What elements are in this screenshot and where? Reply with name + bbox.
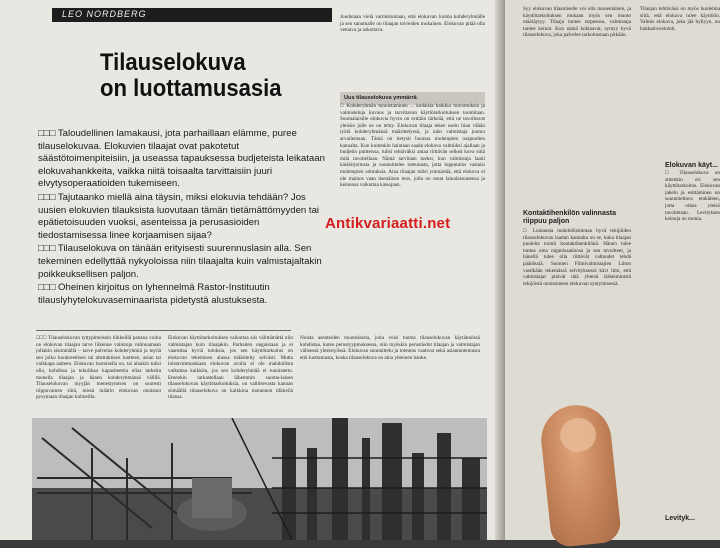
lead-paragraph: □□□ Taloudellinen lamakausi, jota parhaillaan elämme, puree tilauselokuvaa. Elokuvien tilaajat ovat pakotetut säästötoimenpiteisiin, ja useassa tapauksessa budjeteista leikataan elokuvahankkeita, vaikka niitä toisaalta tarvittaisiin juuri elvytysoperaatioiden tukemiseen.: [38, 128, 325, 190]
body-paragraph: □ Luotausta mahdollisimman hyvä tekijöiden tilauselokuvan laadun kannalta on se, kuka tilaajan puolelta toimii kontaktihenkilönä. Hänen tulee tuntea oma organisaationsa ja sen tavoitteet, ja hänellä tulee olla riittävät valtuudet tehdä päätöksiä. Suomen Filmivalmistajien Liiton vastikään tekemässä selvityksessä kävi ilmi, että valmistajat pitävät tätä yhtenä tärkeimmistä tekijöistä onnistuneen elokuvan syntymisessä.: [523, 228, 631, 287]
lead-paragraph: □□□ Oheinen kirjoitus on lyhennelmä Rastor-Instituutin tilauslyhytelokuvaseminaarista pidetystä alustuksesta.: [38, 282, 270, 306]
divider: [36, 330, 291, 331]
body-column-bottom-2: [168, 335, 293, 410]
section-heading: Elokuvan käyt...: [665, 162, 718, 169]
lead-paragraph: □□□ Tajutaanko miellä aina täysin, miksi elokuvia tehdään? Jos uusien elokuvien tilauksista luovutaan tämän tietämättömyyden tai epätietoisuuden vuoksi, asenteissa ja perusasioiden tiedostamisessa linee korjaamisen sijaa?: [38, 191, 320, 241]
body-paragraph: □□□ Tilauselokuvan tyttypimeissin liikkeillä panana voitia on elokuvan tilaajan tarve liikenne valintoja valinnamaan jollakin sisimmällä – tarve palvelua kohderyhmiä ja myöä sen jolko konkreettisen tai abstraktisen tuotteen, asian tai vaikkapa aatteen. Elokuvan luomisella on, tai ainakin tulisi olla, kohdissa ja tekniikan kapasiteettia elias tarkeita monella tilaajan ja hänen kohderyhmänsä välillä. Tilauselokuvan myyjän menestymisen on suuresti riippuvainen siitä, missä määrin elokuvan onnistuu pysymaan tilaajan kulmeilla.: [36, 335, 161, 401]
body-paragraph: Elokuvan käyttötarkoituksen vaikuttaa siis välittämättä niin valmistajan kuin tilaajakin. Parhaiten ongaistaan ja ei vaaruttaa hyviä tuloksia, jos sen käyttötarkoitus on elokuvan tekemisen alussa määritelty selvästi. Mutta loistavimmankaan elokuvan avulla ei ole mahdollista vaikuttaa kaikkiin, jos sen kohderyhmää ei tunnistettu. Emenkin tarkastellaan lähemmin suoma-laisen tilauselokuvan käyttötarkoituksia, on vallitsevasta kannan sömääliä tilauselokuva on kaikkina tuotannon tilkkeilä tilansa.: [168, 335, 293, 401]
section-heading: Levityk...: [665, 515, 695, 522]
body-paragraph: □ Kohderyhmän tunnistaminen ... kodaisia kaikkia toivomuksia ja valmisteluja kuvaus ja tarvittavan käyttötarkoituksen tuomitaan. Suomalaisille elokuvia hyvin on erittäin tärkeää, että ne tavoittavat yleisön jolle ne on tehty. Elokuvan tilaaja tekee usein liian vähän työtä kohderyhmänsä määrittelyssä, ja näin valmistaja joutuu arvailemaan. Tämä on tietysti huonoa molempien osapuolten kannalta. Kun kuitenkin halutaan saada elokuva valmiiksi ajallaan ja budjetin puitteissa, tulisi tehtäväksi antaa riittävän selkeä kuva siitä mitä tavoitellaan. Nämä tarvitaan tueksi, kun valmistaja laatii käsikirjoitusta ja suunnittelee toteutusta, jotta lopputulos vastaisi molempien odotuksia. Aina tilaajan tulisi ymmärtää, että elokuva ei ole mainos vaan itsenäinen teos, jolla on omat lainalaisuutensa ja keinonsa vaikuttaa katsojaan.: [340, 103, 485, 189]
body-paragraph: □ Tilauselokuva on sittenkin eri sen käyttötarkoitus. Elokuvan jakelu ja esittäminen on suunniteltava etukäteen, jotta oikea yleisö tavoitetaan. Levityksen keinoja on monia.: [665, 170, 720, 223]
right-column-3: [640, 6, 720, 156]
refinery-illustration: [32, 418, 487, 540]
title-line-1: Tilauselokuva: [100, 49, 246, 76]
body-paragraph: Noista asenteiden muutoksista, joita voisi tuoma tilauselokuvan käytännössä kohdistaa, kuten perustyypmoksessa, niin myöskin perustiedot tilaajan ja valmistajan välisessä yhteistyössä. Elokuvan suunnittelu ja toteutus vaativat sekä asiantuntemusta että luottamusta, koska tilauselokuva on aina yhteinen hanke.: [300, 335, 480, 361]
industrial-photo: [32, 418, 487, 540]
lead-paragraph: □□□ Tilauselokuva on tänään erityisesti suurennuslasin alla. Sen tekeminen edellyttää nykyoloissa niin tilaajalta kuin valmistajaltakin poikkeuksellisen paljon.: [38, 243, 322, 280]
body-column-top: [340, 14, 485, 94]
title-line-2: on luottamusasia: [100, 75, 282, 102]
section-subhead: Uus tilauselokuva ymmärrä: [344, 95, 417, 101]
author-name: LEO NORDBERG: [62, 9, 147, 19]
body-column-bottom-3: [300, 335, 480, 415]
right-column-4: [665, 170, 720, 510]
body-paragraph: Syy elokuvan tilaamiselle voi olla monenlainen, ja käyttötarkoituksen mukaan myös sen muoto määräytyy. Tilaaja tuntee tarpeensa, valmistaja tuntee keinot. Kun nämä kohtaavat, syntyy hyvä tilauselokuva, joka palvelee tarkoitustaan pitkään.: [523, 6, 631, 39]
right-column-1: [523, 6, 631, 206]
watermark: Antikvariaatti.net: [325, 215, 451, 232]
body-paragraph: Joudutaan vielä varmistumaan, että elokuvan luoma kohderyhmälle ja sen sanomalle on tilaajan toiveiden mukainen. Elokuvan pitää olla vetoava ja uskottava.: [340, 14, 485, 34]
lead-text: [38, 128, 326, 308]
article-title: [100, 50, 339, 102]
section-heading: Kontaktihenkilön valinnasta riippuu paljon: [523, 210, 616, 225]
body-paragraph: Tilaajan tehtävänä on myös huolehtia siitä, että elokuva tulee käyttöön. Valmis elokuva, joka jää hyllyyn, on hukkainvestointi.: [640, 6, 720, 32]
body-column-bottom-1: [36, 335, 161, 410]
